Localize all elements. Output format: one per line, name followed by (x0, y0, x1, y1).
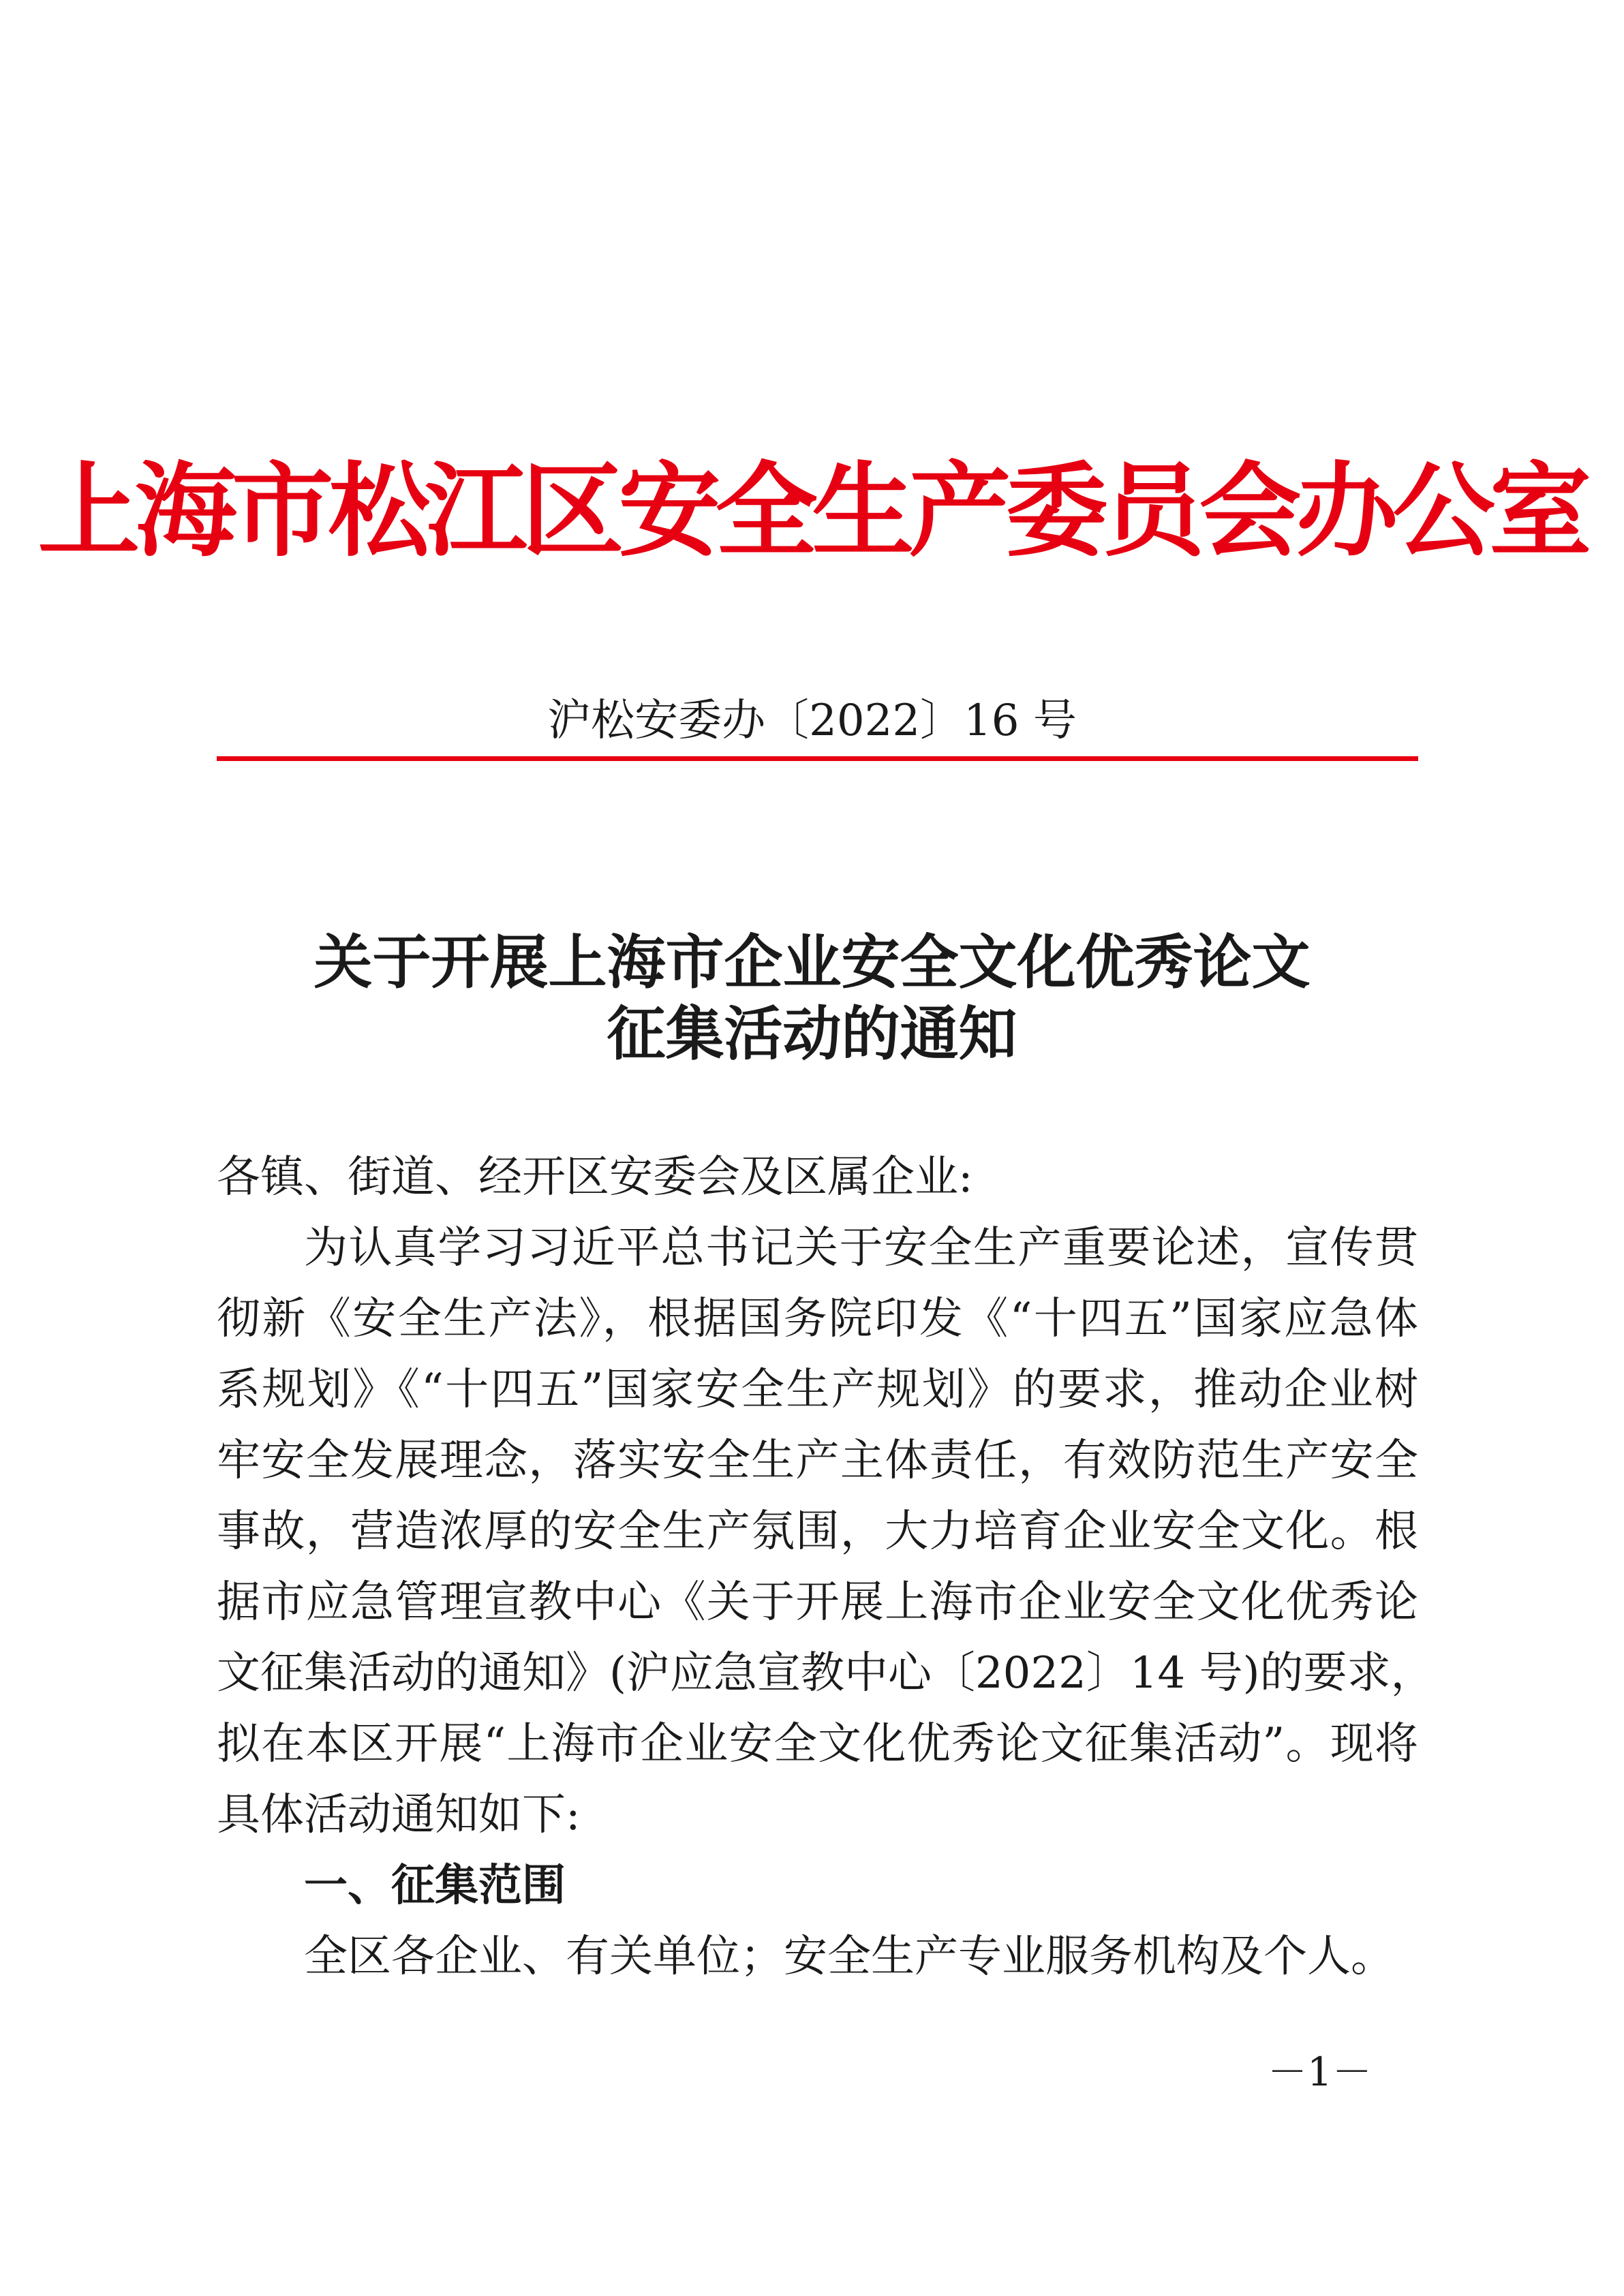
title-line-2: 征集活动的通知 (607, 1000, 1017, 1068)
paragraph-line: 系规划》《“十四五”国家安全生产规划》的要求，推动企业树 (217, 1365, 1418, 1415)
section-heading: 一、征集范围 (304, 1861, 566, 1911)
page-number: －1－ (1268, 2049, 1372, 2095)
paragraph-line: 拟在本区开展“上海市企业安全文化优秀论文征集活动”。现将 (217, 1719, 1418, 1769)
salutation: 各镇、街道、经开区安委会及区属企业: (217, 1152, 973, 1203)
paragraph-line: 彻新《安全生产法》，根据国务院印发《“十四五”国家应急体 (217, 1294, 1418, 1344)
paragraph-line: 事故，营造浓厚的安全生产氛围，大力培育企业安全文化。根 (217, 1506, 1418, 1557)
paragraph-line: 牢安全发展理念，落实安全生产主体责任，有效防范生产安全 (217, 1436, 1418, 1486)
section-text: 全区各企业、有关单位；安全生产专业服务机构及个人。 (304, 1932, 1394, 1982)
paragraph-line: 文征集活动的通知》(沪应急宣教中心〔2022〕14 号)的要求， (217, 1648, 1435, 1698)
red-divider-line (217, 756, 1418, 761)
paragraph-line: 为认真学习习近平总书记关于安全生产重要论述，宣传贯 (304, 1223, 1418, 1273)
paragraph-line: 具体活动通知如下: (217, 1790, 581, 1840)
paragraph-line: 据市应急管理宣教中心《关于开展上海市企业安全文化优秀论 (217, 1577, 1418, 1628)
document-number: 沪松安委办〔2022〕16 号 (547, 696, 1077, 746)
title-line-1: 关于开展上海市企业安全文化优秀论文 (313, 929, 1311, 997)
issuer-masthead: 上海市松江区安全生产委员会办公室 (37, 451, 1587, 571)
